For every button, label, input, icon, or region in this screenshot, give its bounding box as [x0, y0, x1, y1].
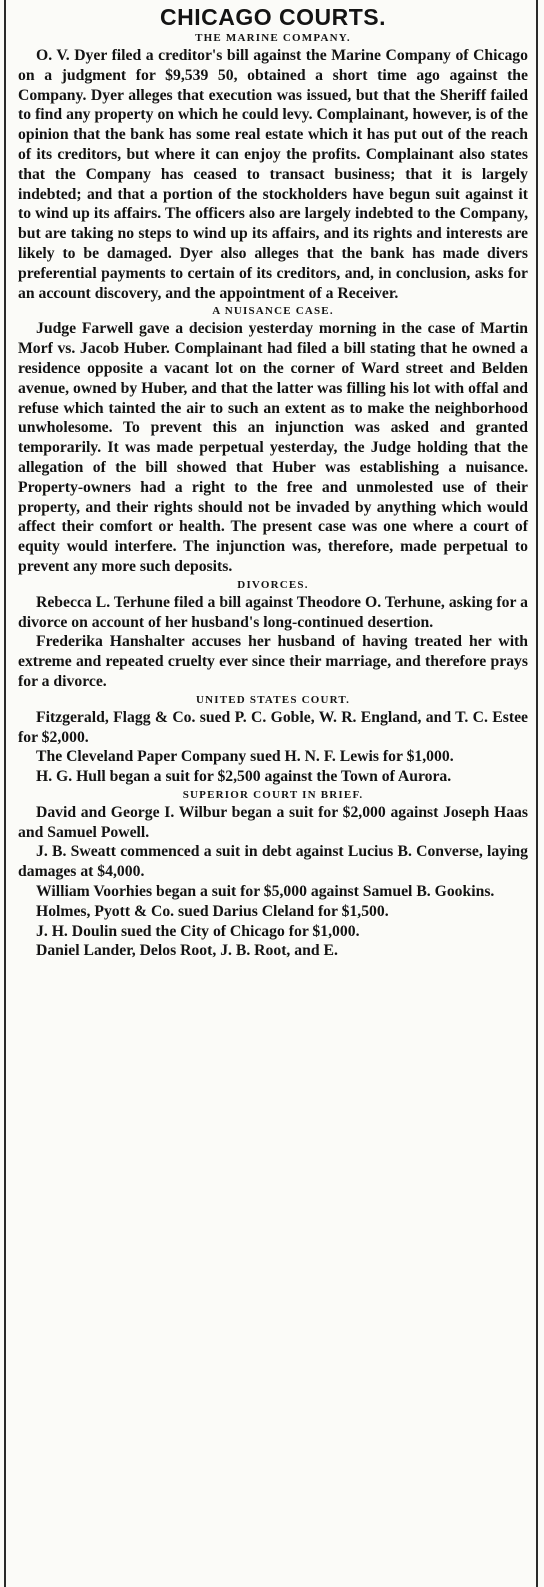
section-divorces [18, 579, 528, 692]
column-rule-left [4, 0, 6, 1587]
section-heading: SUPERIOR COURT IN BRIEF. [182, 788, 364, 801]
section-marine-company [18, 32, 528, 303]
paragraph: The Cleveland Paper Company sued H. N. F. Lewis for $1,000. [36, 748, 454, 766]
article-headline: CHICAGO COURTS. [160, 4, 386, 30]
paragraph: David and George I. Wilbur began a suit for $2,000 against Joseph Haas and Samuel Powell. [18, 803, 528, 841]
paragraph: Rebecca L. Terhune filed a bill against Theodore O. Terhune, asking for a divorce on account of her husband's long-continued desertion. [18, 593, 528, 631]
column-rule-right [536, 0, 538, 1587]
section-heading: THE MARINE COMPANY. [195, 32, 351, 44]
paragraph: Fitzgerald, Flagg & Co. sued P. C. Goble, W. R. England, and T. C. Estee for $2,000. [18, 708, 528, 746]
section-heading: UNITED STATES COURT. [195, 693, 351, 706]
paragraph: Judge Farwell gave a decision yesterday morning in the case of Martin Morf vs. Jacob Huber. Complainant had filed a bill stating that he owned a residence opposite a vacant lot on the corner of Ward street and Belden avenue, owned by Huber, and that the latter was filling his lot with offal and refuse which tainted the air to such an extent as to make the neighborhood unwholesome. To prevent this an injunction was asked and granted temporarily. It was made perpetual yesterday, the Judge holding that the allegation of the bill showed that Huber was establishing a nuisance. Property-owners had a right to the free and unmolested use of their property, and their rights should not be invaded by anything which would affect their comfort or health. The present case was one where a court of equity would interfere. The injunction was, therefore, made perpetual to prevent any more such deposits. [18, 320, 528, 575]
section-superior-court [18, 789, 528, 961]
paragraph: Frederika Hanshalter accuses her husband of having treated her with extreme and repeated cruelty ever since their marriage, and therefore prays for a divorce. [18, 633, 528, 690]
section-heading: A NUISANCE CASE. [212, 305, 334, 318]
paragraph: William Voorhies began a suit for $5,000 against Samuel B. Gookins. [36, 883, 495, 901]
section-united-states-court [18, 694, 528, 787]
section-nuisance-case [18, 305, 528, 576]
paragraph: J. H. Doulin sued the City of Chicago for $1,000. [36, 922, 360, 940]
article-column [18, 4, 528, 961]
paragraph: J. B. Sweatt commenced a suit in debt against Lucius B. Converse, laying damages at $4,000. [18, 843, 528, 881]
paragraph: Daniel Lander, Delos Root, J. B. Root, and E. [36, 942, 338, 960]
section-heading: DIVORCES. [237, 578, 309, 591]
paragraph: O. V. Dyer filed a creditor's bill against the Marine Company of Chicago on a judgment for $9,539 50, obtained a short time ago against the Company. Dyer alleges that execution was issued, but that the Sheriff failed to find any property on which he could levy. Complainant, however, is of the opinion that the bank has some real estate which it has put out of the reach of its creditors, but where it can enjoy the profits. Complainant also states that the Company has ceased to transact business; that it is largely indebted; and that a portion of the stockholders have begun suit against it to wind up its affairs. The officers also are largely indebted to the Company, but are taking no steps to wind up its affairs, and its rights and interests are likely to be damaged. Dyer also alleges that the bank has made divers preferential payments to certain of its creditors, and, in conclusion, asks for an account discovery, and the appointment of a Receiver. [18, 47, 528, 302]
paragraph: H. G. Hull began a suit for $2,500 against the Town of Aurora. [36, 768, 452, 786]
paragraph: Holmes, Pyott & Co. sued Darius Cleland for $1,500. [36, 902, 389, 920]
